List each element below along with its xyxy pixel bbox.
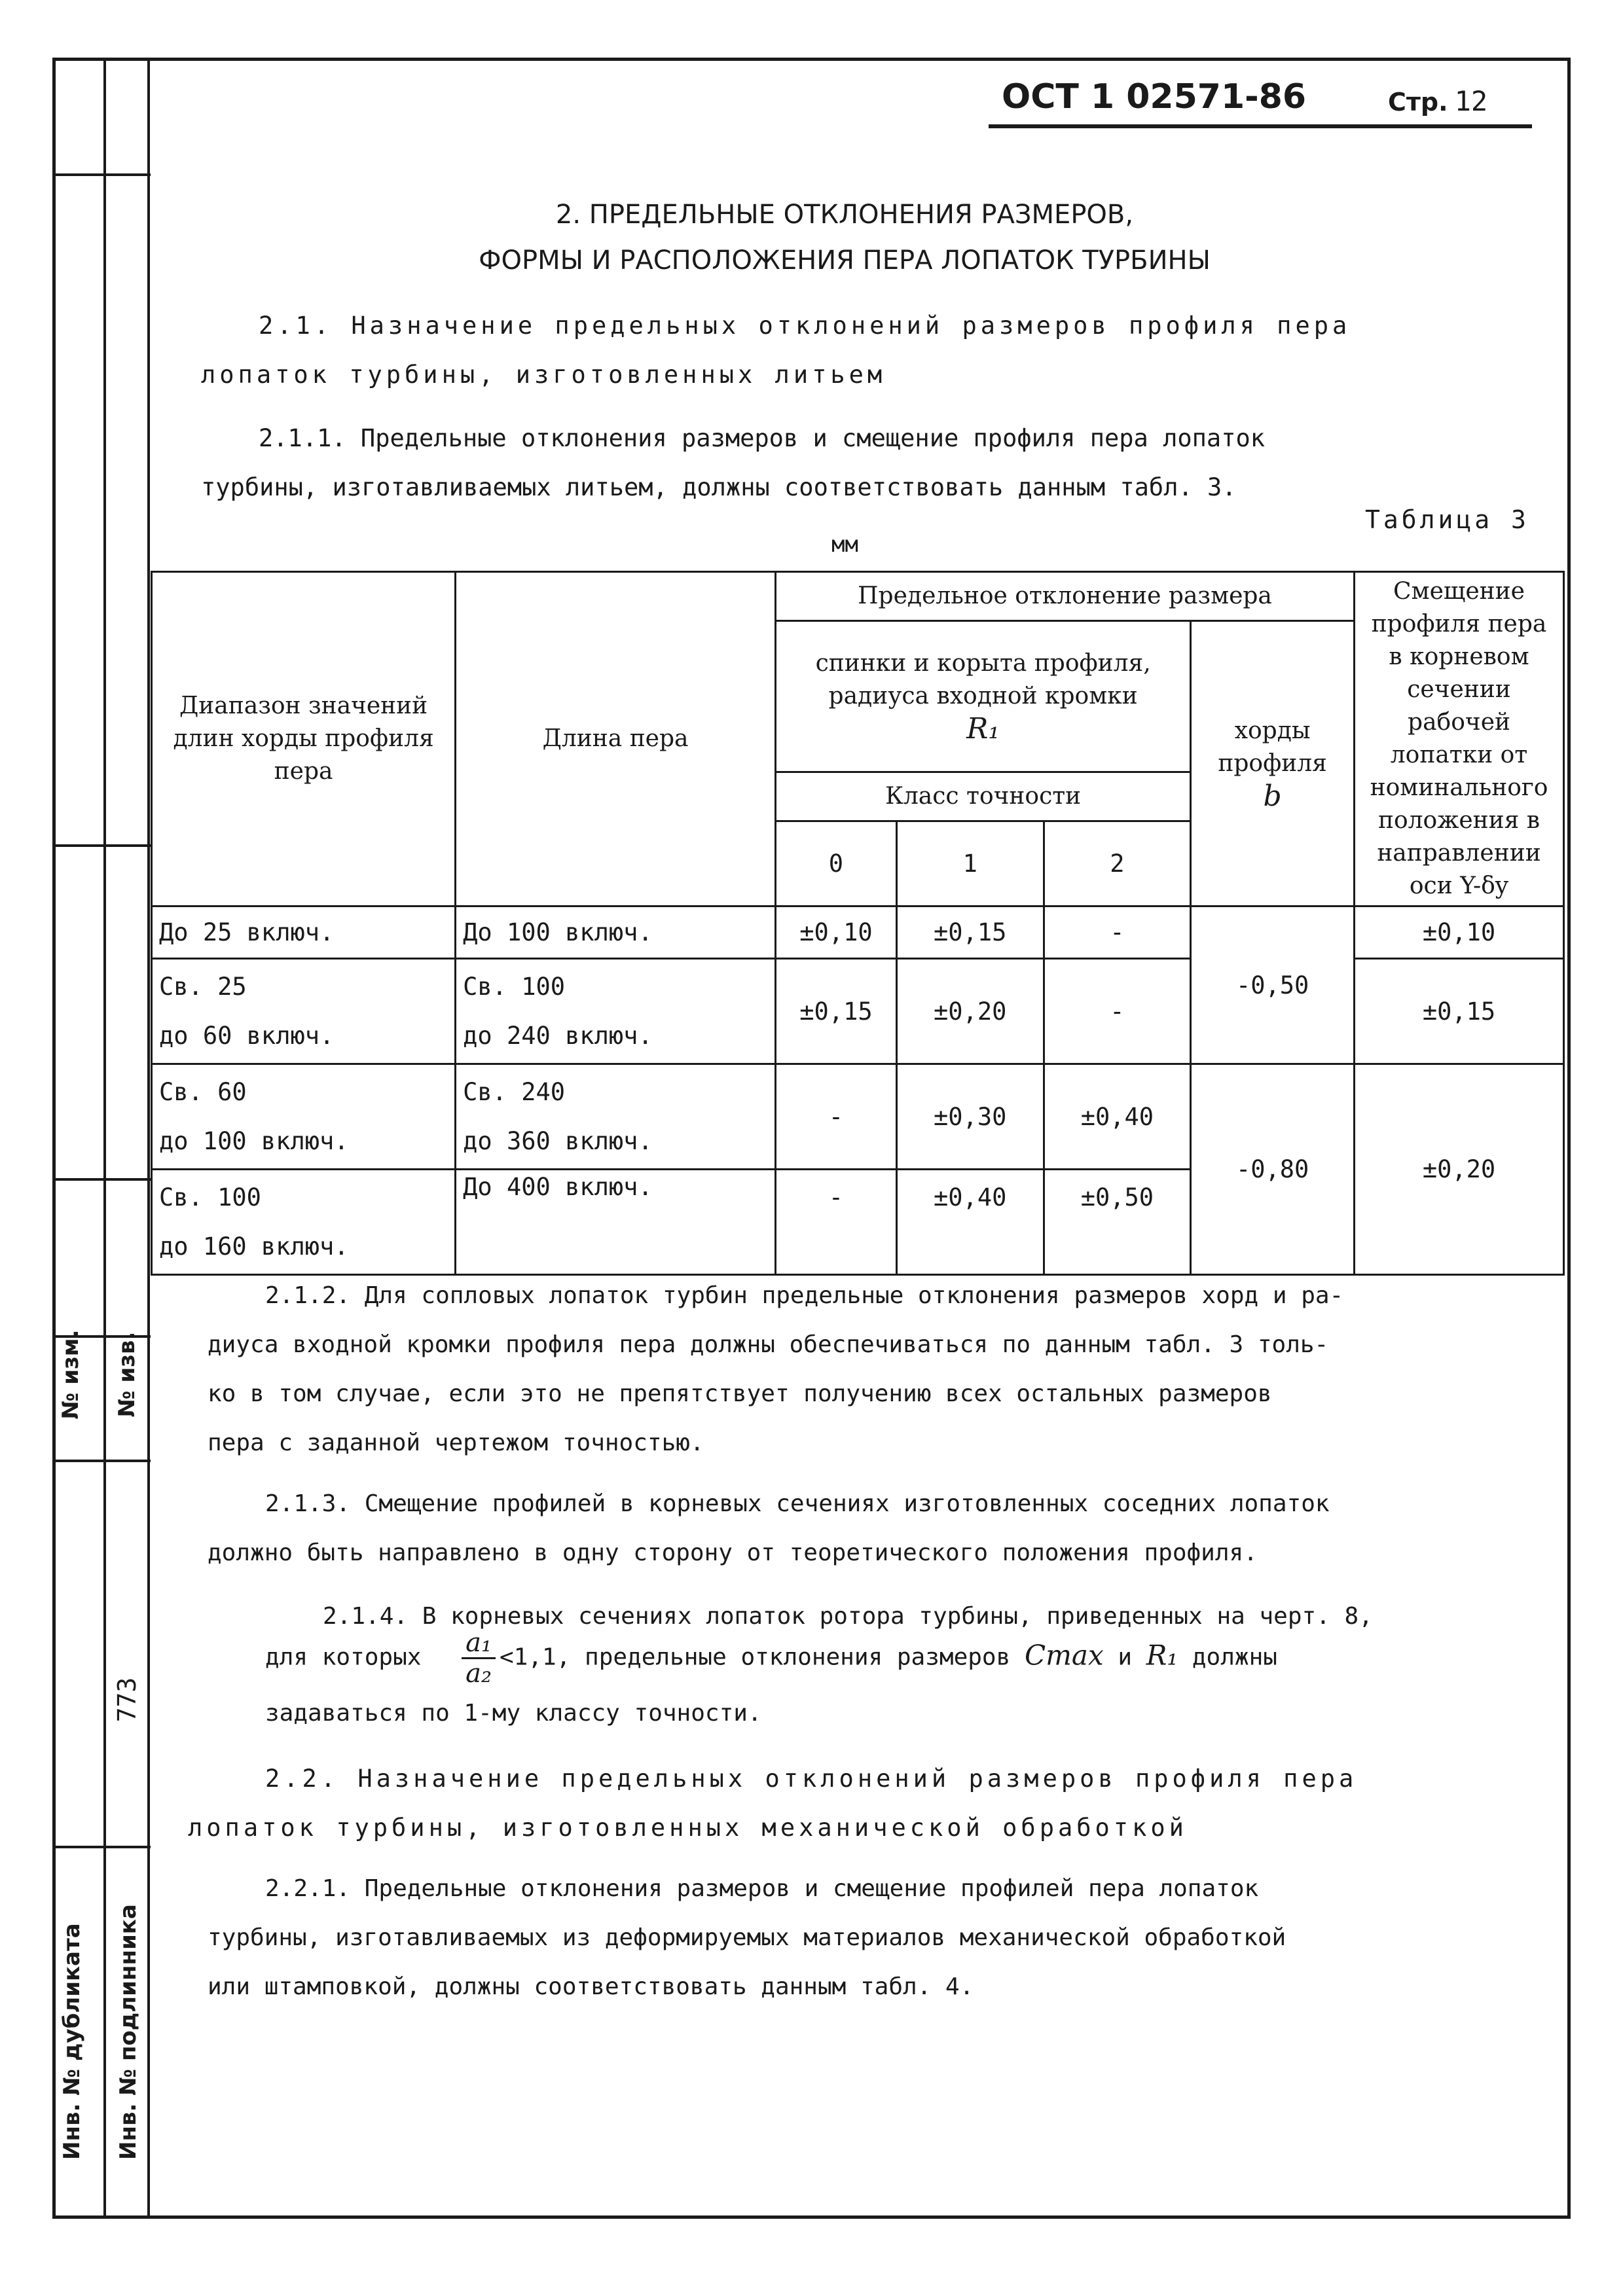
row-class1: ±0,30 (896, 1064, 1044, 1170)
header-class: Класс точности (776, 772, 1191, 821)
page-number: 12 (1454, 85, 1488, 117)
class-col-2: 2 (1044, 821, 1191, 906)
stamp-rule (52, 844, 151, 847)
class-col-1: 1 (896, 821, 1044, 906)
header-back-text: спинки и корыта профиля, радиуса входной кромки (815, 650, 1151, 709)
header-chord (1191, 621, 1355, 906)
row-range: Св. 25 до 60 включ. (152, 959, 456, 1064)
fraction-numerator: a₁ (462, 1628, 496, 1659)
header-back (776, 621, 1191, 772)
chord-group-2: -0,80 (1191, 1064, 1355, 1275)
paragraph-2-1-4-line1: 2.1.4. В корневых сечениях лопаток ротора турбины, приведенных на черт. 8, (323, 1603, 1373, 1630)
class-col-0: 0 (776, 821, 897, 906)
stamp-divider-2 (147, 58, 150, 2219)
fraction-denominator: a₂ (465, 1659, 492, 1689)
row-class0: ±0,10 (776, 906, 897, 959)
paragraph-2-1-2: 2.1.2. Для сопловых лопаток турбин предельные отклонения размеров хорд и ра- диуса входной кромки профиля пера должны обеспечиваться по данным табл. 3 толь- ко в том случае, если это не препятствует получению всех остальных размеров пера с заданной чертежом точностью. (208, 1282, 1344, 1456)
stamp-dublikat: Инв. № дубликата (59, 1923, 85, 2160)
fraction (462, 1628, 496, 1688)
paragraph-2-1-4-line2 (265, 1628, 1568, 1688)
paragraph-2-1-1: 2.1.1. Предельные отклонения размеров и смещение профиля пера лопаток турбины, изготавливаемых литьем, должны соответствовать данным табл. 3. (201, 424, 1266, 501)
row-length: До 100 включ. (456, 906, 776, 959)
row-class0: - (776, 1064, 897, 1170)
stamp-izm: № изм. (58, 1329, 84, 1420)
paragraph-2-1-3: 2.1.3. Смещение профилей в корневых сечениях изготовленных соседних лопаток должно быть направлено в одну сторону от теоретического положения профиля. (208, 1490, 1330, 1566)
header-back-symbol: R₁ (966, 712, 1000, 745)
chord-group-1: -0,50 (1191, 906, 1355, 1064)
row-class2: ±0,50 (1044, 1170, 1191, 1275)
paragraph-2-2-1: 2.2.1. Предельные отклонения размеров и смещение профилей пера лопаток турбины, изготавливаемых из деформируемых материалов механической обработкой или штамповкой, должны соответствовать данным табл. 4. (208, 1875, 1286, 2000)
row-class2: - (1044, 906, 1191, 959)
table-unit: мм (831, 531, 858, 558)
shift-group-2: ±0,20 (1355, 1064, 1564, 1275)
header-shift: Смещение профиля пера в корневом сечении рабочей лопатки от номинального положения в направлении оси Y-δy (1355, 572, 1564, 906)
row-length: Св. 240 до 360 включ. (456, 1064, 776, 1170)
table-3 (151, 571, 1565, 1276)
stamp-podlinnik-value: 773 (113, 1677, 141, 1723)
page-label-text: Стр. (1388, 88, 1448, 117)
table-label: Таблица 3 (1365, 505, 1529, 534)
shift-row-2: ±0,15 (1355, 959, 1564, 1064)
header-underline (989, 124, 1532, 128)
section-title-line2: ФОРМЫ И РАСПОЛОЖЕНИЯ ПЕРА ЛОПАТОК ТУРБИНЫ (479, 245, 1211, 276)
header-deviation: Предельное отклонение размера (776, 572, 1355, 621)
page-label (1388, 85, 1487, 117)
stamp-rule (52, 173, 151, 176)
stamp-rule (52, 1846, 151, 1848)
paragraph-2-1-4-line3: задаваться по 1-му классу точности. (265, 1700, 762, 1727)
stamp-izv: № изв. (114, 1331, 140, 1418)
row-class2: - (1044, 959, 1191, 1064)
stamp-divider-1 (103, 58, 106, 2219)
formula-cmax: Cmax (1024, 1639, 1104, 1672)
shift-row-1: ±0,10 (1355, 906, 1564, 959)
formula-r1: R₁ (1146, 1639, 1178, 1672)
stamp-rule (52, 1178, 151, 1181)
header-length: Длина пера (456, 572, 776, 906)
section-title-line1: 2. ПРЕДЕЛЬНЫЕ ОТКЛОНЕНИЯ РАЗМЕРОВ, (555, 200, 1134, 230)
row-class1: ±0,15 (896, 906, 1044, 959)
paragraph-2-2: 2.2. Назначение предельных отклонений размеров профиля пера лопаток турбины, изготовленных механической обработкой (188, 1765, 1358, 1842)
header-chord-symbol: b (1263, 779, 1282, 813)
stamp-rule (52, 1460, 151, 1462)
row-range: До 25 включ. (152, 906, 456, 959)
row-length: До 400 включ. (456, 1170, 776, 1275)
formula-tail: должны (1192, 1643, 1277, 1671)
paragraph-2-1: 2.1. Назначение предельных отклонений размеров профиля пера лопаток турбины, изготовленных литьем (201, 312, 1351, 389)
row-class0: - (776, 1170, 897, 1275)
header-chord-text: хорды профиля (1218, 717, 1327, 777)
row-class1: ±0,20 (896, 959, 1044, 1064)
row-class0: ±0,15 (776, 959, 897, 1064)
row-range: Св. 60 до 100 включ. (152, 1064, 456, 1170)
row-range: Св. 100 до 160 включ. (152, 1170, 456, 1275)
formula-pre: для которых (265, 1643, 422, 1671)
header-range: Диапазон значений длин хорды профиля пера (152, 572, 456, 906)
formula-post: <1,1, предельные отклонения размеров (500, 1643, 1011, 1671)
row-length: Св. 100 до 240 включ. (456, 959, 776, 1064)
stamp-podlinnik: Инв. № подлинника (115, 1904, 141, 2160)
row-class2: ±0,40 (1044, 1064, 1191, 1170)
row-class1: ±0,40 (896, 1170, 1044, 1275)
formula-and: и (1118, 1643, 1133, 1671)
doc-number: ОСТ 1 02571-86 (1002, 77, 1307, 117)
